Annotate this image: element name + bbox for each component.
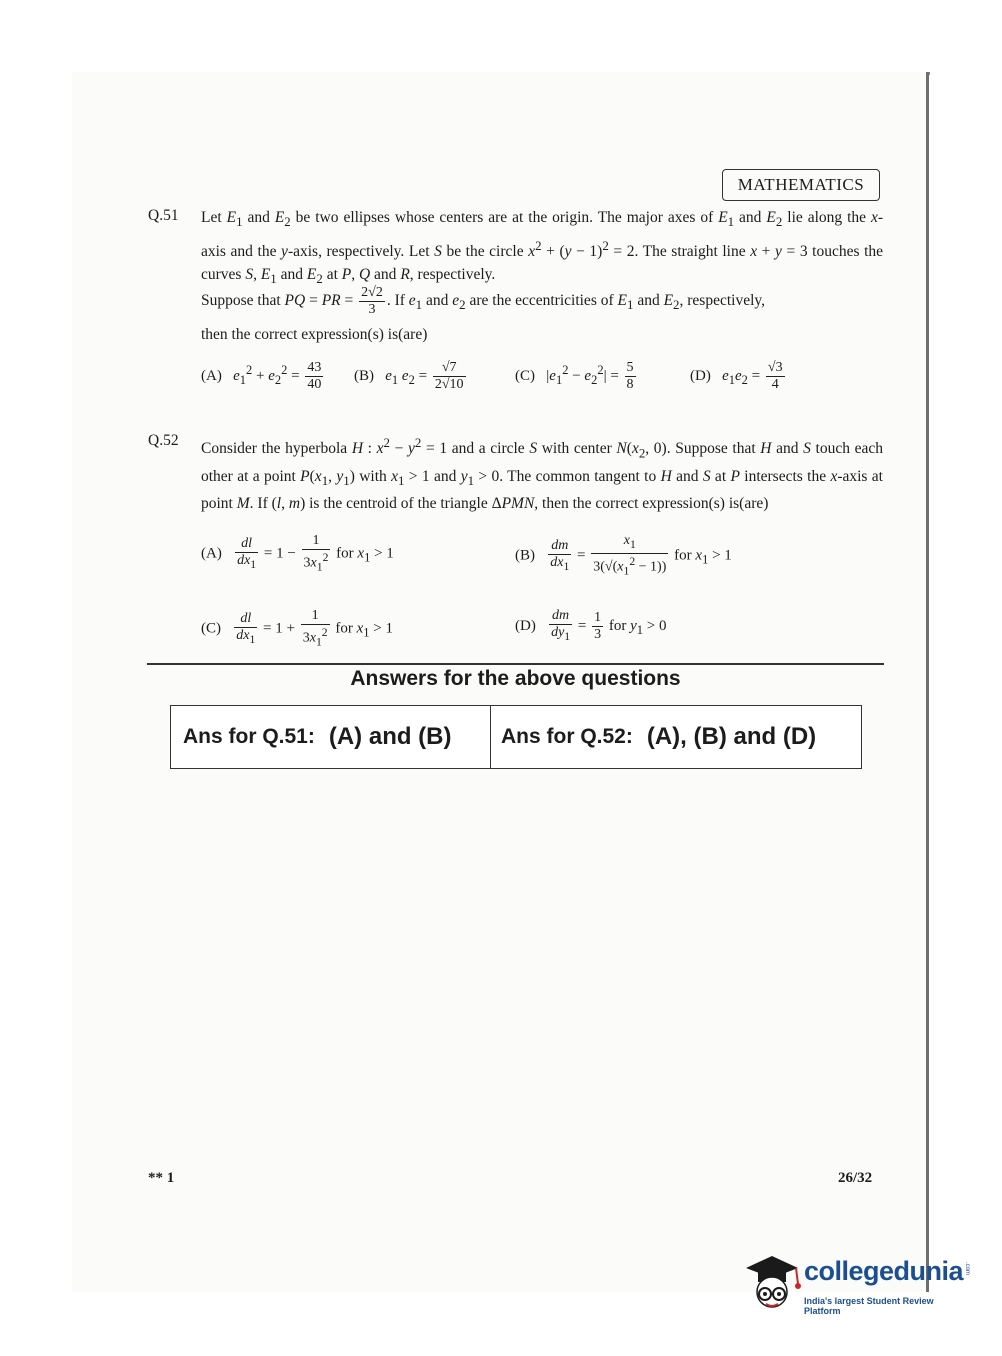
- logo-wordmark: collegedunia: [804, 1256, 964, 1286]
- option-label: (B): [515, 547, 535, 564]
- option-label: (D): [690, 367, 711, 384]
- question-52-text: Consider the hyperbola H : $x^2 - y^2 = 1$ and a circle S with center $N(x_2$, 0). Suppose that H and S touch each other at a point $P(x_1$, $y_1$) with $x_1 > 1$ and $y_1 > 0$. The common tangent to H and S at P intersects the x-axis at point M. If (l, m) is the centroid of the triangle ΔPMN, then the correct expression(s) is(are): [201, 435, 884, 513]
- q52-option-c[interactable]: (C) $\frac{dl}{dx_1}$ = 1 + $\frac{1}{3x_1^2}$ for $x_1 > 1$: [201, 608, 393, 649]
- logo-suffix: .com: [964, 1262, 970, 1276]
- q51-option-a[interactable]: (A) $e_1^2 + e_2^2$ = $\frac{43}{40}$: [201, 360, 322, 392]
- answer-value-q51: (A) and (B): [328, 723, 452, 750]
- option-label: (D): [515, 617, 536, 634]
- q52-option-a[interactable]: (A) $\frac{dl}{dx_1}$ = 1 − $\frac{1}{3x_1^2}$ for $x_1 > 1$: [201, 533, 394, 574]
- q51-option-c[interactable]: (C) $|e_1^2 - e_2^2|$ = $\frac{5}{8}$: [515, 360, 634, 392]
- mascot-icon: [742, 1250, 804, 1314]
- answers-table: [170, 705, 862, 769]
- option-label: (A): [201, 545, 222, 562]
- answer-value-q52: (A), (B) and (D): [646, 723, 817, 750]
- answer-label-q51: Ans for Q.51:: [183, 725, 315, 748]
- option-label: (B): [354, 367, 374, 384]
- option-label: (C): [515, 367, 535, 384]
- subject-label: MATHEMATICS: [722, 169, 880, 201]
- option-label: (A): [201, 367, 222, 384]
- answer-label-q52: Ans for Q.52:: [501, 725, 633, 748]
- q51-option-d[interactable]: (D) $e_1e_2$ = $\frac{√3}{4}$: [690, 360, 783, 392]
- q52-option-b[interactable]: (B) $\frac{dm}{dx_1}$ = $\frac{x_1}{3(√(x_1^2 - 1))}$ for $x_1 > 1$: [515, 533, 732, 578]
- q51-option-b[interactable]: (B) $e_1$ $e_2$ = $\frac{√7}{2√10}$: [354, 360, 464, 392]
- question-number-52: Q.52: [148, 432, 179, 449]
- footer-marker: ** 1: [148, 1170, 175, 1186]
- q52-option-d[interactable]: (D) $\frac{dm}{dy_1}$ = $\frac{1}{3}$ for $y_1 > 0$: [515, 608, 667, 643]
- answer-cell-q51: [171, 706, 491, 768]
- collegedunia-logo[interactable]: [742, 1250, 972, 1314]
- page-right-border: [926, 72, 929, 1292]
- answers-heading: Answers for the above questions: [350, 667, 681, 690]
- question-51-text-cont: Suppose that PQ = PR = $\frac{2√2}{3}$ . If $e_1$ and $e_2$ are the eccentricities of $E_1$ and $E_2$, respectively,: [201, 285, 765, 317]
- page-number: 26/32: [838, 1170, 873, 1186]
- answer-cell-q52: [491, 706, 861, 768]
- question-51-text: Let $E_1$ and $E_2$ be two ellipses whose centers are at the origin. The major axes of $E_1$ and $E_2$ lie along the x-axis and the y-axis, respectively. Let S be the circle $x^2 + (y - 1)^2 = 2$. The straight line x + y = 3 touches the curves S, $E_1$ and $E_2$ at P, Q and R, respectively.: [201, 209, 884, 287]
- option-label: (C): [201, 620, 221, 637]
- question-number-51: Q.51: [148, 207, 179, 224]
- logo-tagline: India's largest Student Review Platform: [804, 1296, 934, 1316]
- question-51-text-end: then the correct expression(s) is(are): [201, 326, 428, 343]
